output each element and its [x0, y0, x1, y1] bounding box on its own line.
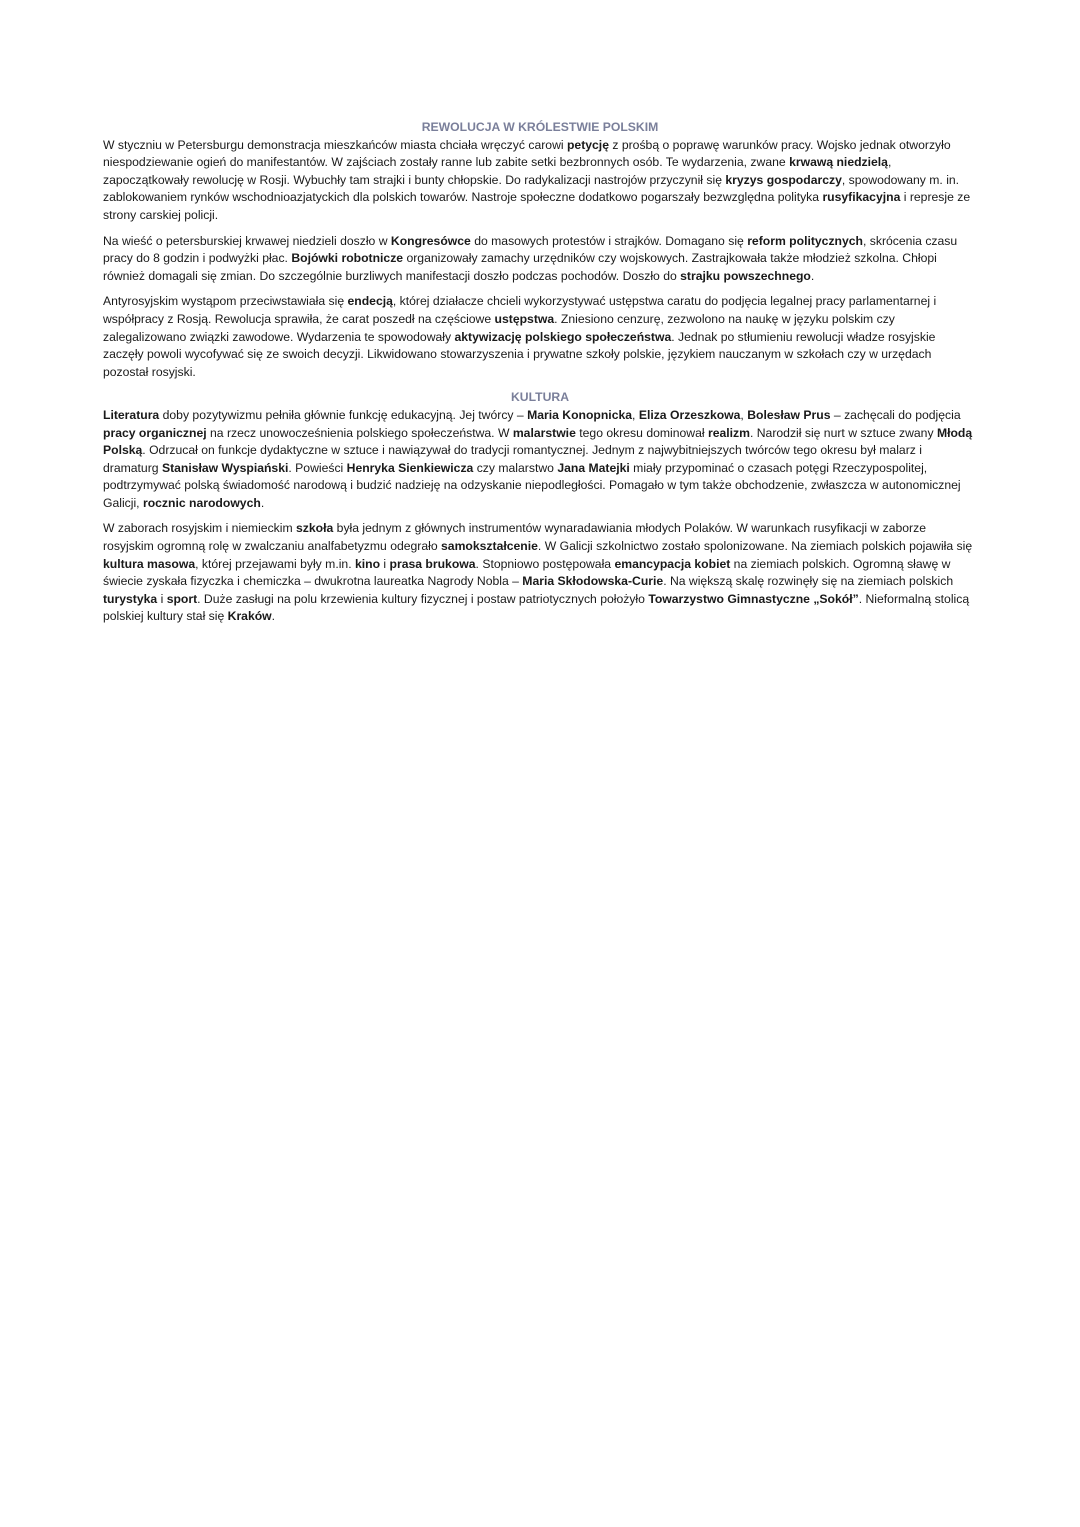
- bold-term: Maria Konopnicka: [527, 407, 633, 422]
- bold-term: rocznic narodowych: [142, 495, 261, 510]
- bold-term: kino: [354, 556, 381, 571]
- text-run: na rzecz unowocześnienia polskiego społeczeństwa. W: [206, 425, 513, 440]
- text-run: , której działacze chcieli wykorzystywać ustępstwa caratu do podjęcia legalnej pracy parlamentarnej i współpracy z Rosją. Rewolucja sprawiła, że carat poszedł na częściowe: [103, 294, 937, 326]
- bold-term: ustępstwa: [494, 311, 555, 326]
- text-run: , zapoczątkowały rewolucję w Rosji. Wybuchły tam strajki i bunty chłopskie. Do radykalizacji nastrojów przyczynił się: [103, 155, 892, 187]
- paragraph: [103, 233, 977, 286]
- text-run: miały przypominać o czasach potęgi Rzeczypospolitej, podtrzymywać polską świadomość narodową i budzić nadzieję na odzyskanie niepodległości. Pomagało w tym także obchodzenie, zwłaszcza w autonomicznej Galicji,: [103, 460, 961, 510]
- bold-term: Młodą Polską: [103, 425, 973, 458]
- text-run: . Odrzucał on funkcje dydaktyczne w sztuce i nawiązywał do tradycji romantycznej. Jednym z najwybitniejszych twórców tego okresu był malarz i dramaturg: [103, 443, 922, 475]
- section-heading-culture: KULTURA: [511, 390, 569, 405]
- text-run: i: [380, 556, 390, 571]
- bold-term: Eliza Orzeszkowa: [638, 407, 741, 422]
- bold-term: Bojówki robotnicze: [291, 251, 404, 266]
- text-run: była jednym z głównych instrumentów wynaradawiania młodych Polaków. W warunkach rusyfikacji w zaborze rosyjskim ogromną rolę w zwalczaniu analfabetyzmu odegrało: [103, 521, 926, 554]
- paragraph: [103, 137, 977, 225]
- text-run: . Stopniowo postępowała: [475, 556, 615, 571]
- bold-term: Towarzystwo Gimnastyczne „Sokół”: [648, 591, 859, 606]
- bold-term: strajku powszechnego: [680, 268, 811, 283]
- bold-term: krwawą niedzielą: [789, 155, 888, 170]
- bold-term: pracy organicznej: [103, 425, 207, 440]
- text-run: Na wieść o petersburskiej krwawej niedzieli doszło w: [103, 233, 391, 248]
- bold-term: turystyka: [103, 591, 158, 606]
- text-run: W styczniu w Petersburgu demonstracja mieszkańców miasta chciała wręczyć carowi: [103, 137, 567, 152]
- bold-term: endecją: [347, 294, 393, 309]
- text-run: ,: [740, 407, 748, 422]
- bold-term: reform politycznych: [747, 233, 863, 248]
- text-run: do masowych protestów i strajków. Domagano się: [470, 233, 748, 248]
- bold-term: Stanisław Wyspiański: [161, 460, 289, 475]
- text-run: . Duże zasługi na polu krzewienia kultury fizycznej i postaw patriotycznych położyło: [197, 591, 649, 606]
- text-run: doby pozytywizmu pełniła głównie funkcję edukacyjną. Jej twórcy –: [159, 407, 528, 422]
- text-run: . Powieści: [288, 460, 347, 475]
- bold-term: kultura masowa: [103, 556, 196, 571]
- text-run: . Jednak po stłumieniu rewolucji władze rosyjskie zaczęły powoli wycofywać się ze swoich decyzji. Likwidowano stowarzyszenia i prywatne szkoły polskie, językiem nauczanym w szkołach czy w urzędach pozostał rosyjski.: [103, 329, 936, 379]
- document-content: [103, 119, 977, 634]
- paragraph: [103, 520, 977, 626]
- bold-term: Jana Matejki: [557, 460, 630, 475]
- bold-term: Literatura: [103, 407, 160, 422]
- text-run: i represje ze strony carskiej policji.: [103, 190, 971, 222]
- bold-term: Henryka Sienkiewicza: [346, 460, 474, 475]
- bold-term: Maria Skłodowska-Curie: [522, 574, 664, 589]
- bold-term: szkoła: [296, 521, 334, 536]
- bold-term: realizm: [707, 425, 750, 440]
- bold-term: rusyfikacyjna: [822, 190, 901, 205]
- section-revolution: [103, 119, 977, 381]
- bold-term: malarstwie: [512, 425, 576, 440]
- text-run: . Nieformalną stolicą polskiej kultury stał się: [103, 591, 970, 624]
- text-run: na ziemiach polskich. Ogromną sławę w świecie zyskała fizyczka i chemiczka – dwukrotna laureatka Nagrody Nobla –: [103, 556, 951, 589]
- text-run: ,: [632, 407, 639, 422]
- text-run: .: [271, 609, 276, 624]
- bold-term: prasa brukowa: [389, 556, 476, 571]
- bold-term: samokształcenie: [441, 539, 538, 554]
- text-run: tego okresu dominował: [575, 425, 708, 440]
- text-run: W zaborach rosyjskim i niemieckim: [103, 521, 297, 536]
- paragraph: [103, 407, 977, 513]
- text-run: czy malarstwo: [473, 460, 558, 475]
- paragraph: [103, 293, 977, 381]
- section-heading-revolution: REWOLUCJA W KRÓLESTWIE POLSKIM: [421, 120, 659, 134]
- text-run: i: [157, 591, 167, 606]
- text-run: . W Galicji szkolnictwo zostało spolonizowane. Na ziemiach polskich pojawiła się: [537, 539, 973, 554]
- bold-term: kryzys gospodarczy: [725, 172, 842, 187]
- text-run: .: [810, 268, 815, 283]
- bold-term: sport: [166, 591, 198, 606]
- bold-term: Bolesław Prus: [747, 407, 831, 422]
- text-run: z prośbą o poprawę warunków pracy. Wojsko jednak otworzyło niespodziewanie ogień do manifestantów. W zajściach zostały ranne lub zabite setki bezbronnych osób. Te wydarzenia, zwane: [103, 137, 951, 170]
- bold-term: aktywizację polskiego społeczeństwa: [454, 329, 672, 344]
- bold-term: petycję: [566, 137, 609, 152]
- section-culture: [103, 389, 977, 626]
- text-run: , spowodowany m. in. zablokowaniem rynków wschodnioazjatyckich dla polskich towarów. Nastroje społeczne dodatkowo pogarszały bezwzględna polityka: [103, 172, 960, 205]
- text-run: – zachęcali do podjęcia: [830, 407, 961, 422]
- text-run: .: [260, 495, 265, 510]
- bold-term: Kongresówce: [390, 233, 471, 248]
- text-run: . Na większą skalę rozwinęły się na ziemiach polskich: [663, 574, 954, 589]
- text-run: organizowały zamachy urzędników czy wojskowych. Zastrajkowała także młodzież szkolna. Chłopi również domagali się zmian. Do szczególnie burzliwych manifestacji doszło podczas pochodów. Doszło do: [103, 251, 937, 283]
- text-run: , której przejawami były m.in.: [195, 556, 355, 571]
- text-run: . Narodził się nurt w sztuce zwany: [749, 425, 937, 440]
- bold-term: emancypacja kobiet: [614, 556, 731, 571]
- text-run: . Zniesiono cenzurę, zezwolono na naukę w języku polskim czy zalegalizowano związki zawodowe. Wydarzenia te spowodowały: [103, 311, 895, 344]
- text-run: , skrócenia czasu pracy do 8 godzin i podwyżki płac.: [103, 233, 958, 266]
- text-run: Antyrosyjskim wystąpom przeciwstawiała się: [103, 294, 348, 309]
- bold-term: Kraków: [227, 609, 272, 624]
